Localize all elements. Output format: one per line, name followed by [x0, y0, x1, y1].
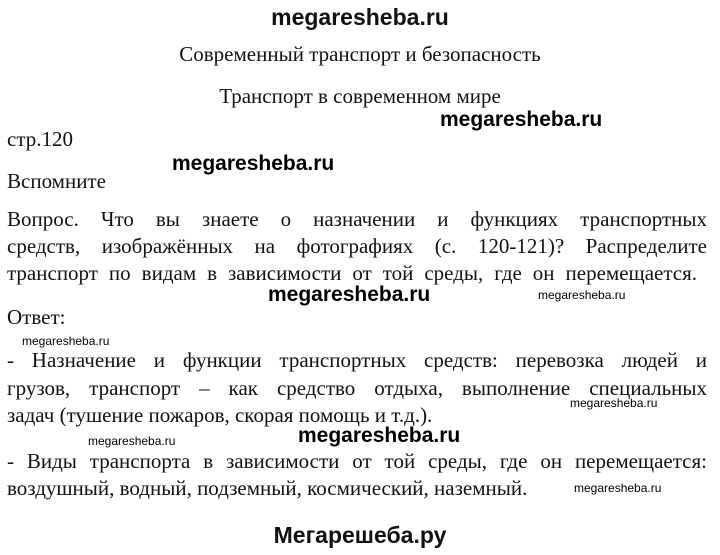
- watermark-small: megaresheba.ru: [538, 288, 626, 302]
- watermark-small: megaresheba.ru: [570, 396, 658, 410]
- watermark-big: megaresheba.ru: [298, 424, 461, 447]
- question-line: Вопрос. Что вы знаете о назначении и функциях транспортных: [7, 207, 707, 231]
- question-line: средств, изображённых на фотографиях (с. 120-121)? Распределите: [7, 234, 707, 258]
- watermark-big: megaresheba.ru: [440, 108, 603, 131]
- answer-label: Ответ:: [7, 305, 66, 329]
- document-title: Современный транспорт и безопасность: [179, 42, 541, 66]
- document-subtitle: Транспорт в современном мире: [219, 84, 501, 108]
- question-line: транспорт по видам в зависимости от той среды, где он перемещается.: [7, 261, 697, 285]
- watermark-small: megaresheba.ru: [88, 434, 176, 448]
- answer-line: задач (тушение пожаров, скорая помощь и т.д.).: [7, 403, 433, 427]
- answer-line: - Назначение и функции транспортных средств: перевозка людей и: [7, 348, 707, 372]
- site-header-watermark: megaresheba.ru: [271, 4, 449, 30]
- section-heading: Вспомните: [7, 169, 106, 193]
- answer-line: грузов, транспорт – как средство отдыха, выполнение специальных: [7, 376, 707, 400]
- watermark-small: megaresheba.ru: [22, 334, 110, 348]
- watermark-big: megaresheba.ru: [172, 152, 335, 175]
- answer-line: - Виды транспорта в зависимости от той среды, где он перемещается:: [7, 449, 707, 473]
- watermark-big: megaresheba.ru: [268, 283, 431, 306]
- watermark-small: megaresheba.ru: [574, 481, 662, 495]
- site-footer-label: Мегарешеба.ру: [273, 522, 447, 548]
- answer-line: воздушный, водный, подземный, космический, наземный.: [7, 476, 528, 500]
- page-reference: стр.120: [7, 127, 74, 151]
